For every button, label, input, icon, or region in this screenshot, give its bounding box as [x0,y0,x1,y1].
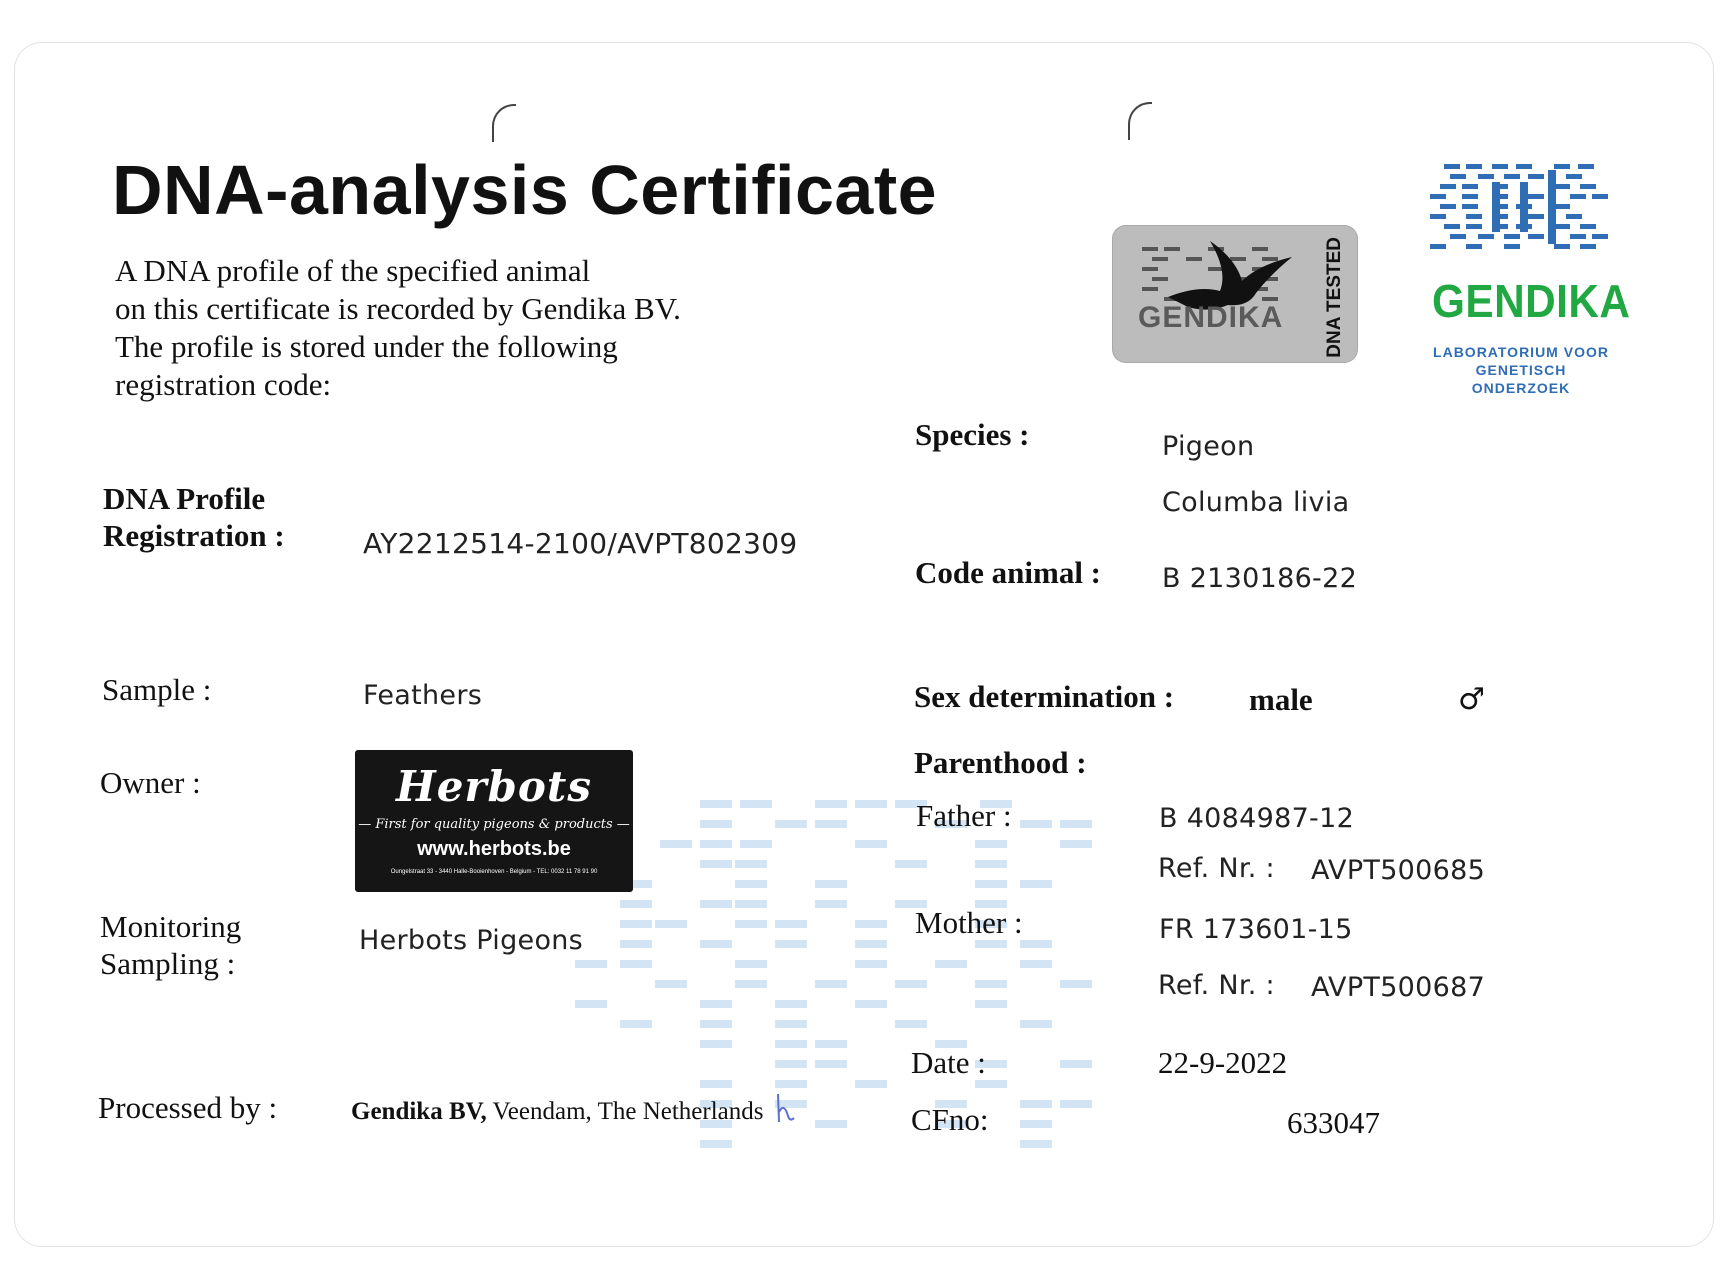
dna-profile-label-line1: DNA Profile [103,481,266,516]
intro-line: on this certificate is recorded by Gendika BV. [115,291,681,326]
parenthood-label: Parenthood : [914,745,1087,780]
gendika-logo-mark [1430,160,1620,270]
intro-line: The profile is stored under the following [115,329,618,364]
processed-by-value [351,1098,764,1126]
sticker-brand: GENDIKA [1138,301,1284,334]
pen-mark-icon [774,1092,798,1126]
dna-profile-value: AY2212514-2100/AVPT802309 [363,527,798,560]
cfno-value: 633047 [1287,1105,1380,1140]
father-value: B 4084987-12 [1159,803,1355,834]
dna-tested-sticker [1112,225,1358,363]
species-latin-value: Columba livia [1162,487,1350,518]
sticker-dna-tested: DNA TESTED [1324,237,1345,358]
monitoring-label [100,908,241,982]
gendika-logo-subtitle [1432,343,1610,397]
intro-line: registration code: [115,367,332,402]
monitoring-label-line2: Sampling : [100,946,236,981]
father-ref-label: Ref. Nr. : [1158,853,1275,884]
owner-logo-url: www.herbots.be [417,838,571,860]
father-ref-value: AVPT500685 [1311,855,1486,886]
sample-label: Sample : [102,672,212,707]
gendika-subtitle-line1: LABORATORIUM VOOR [1433,344,1609,360]
owner-logo-tagline: — First for quality pigeons & products — [358,817,630,832]
sex-value: male [1249,682,1313,717]
intro-line: A DNA profile of the specified animal [115,253,591,288]
monitoring-value: Herbots Pigeons [359,925,584,956]
processed-place: Veendam, The Netherlands [486,1098,764,1125]
gendika-logo-name: GENDIKA [1432,275,1631,327]
mother-ref-label: Ref. Nr. : [1158,970,1275,1001]
date-label: Date : [911,1045,986,1080]
owner-logo [355,750,633,892]
processed-by-label: Processed by : [98,1090,278,1125]
code-animal-label: Code animal : [915,555,1101,590]
intro-text [115,252,835,404]
species-common-value: Pigeon [1162,431,1255,462]
date-value: 22-9-2022 [1158,1045,1288,1080]
male-symbol-icon: ♂ [1458,682,1485,717]
code-animal-value: B 2130186-22 [1162,563,1358,594]
dna-profile-label-line2: Registration : [103,518,285,553]
processed-company: Gendika BV, [351,1098,487,1125]
dna-profile-label [103,480,285,554]
owner-label: Owner : [100,765,201,800]
gendika-subtitle-line2: GENETISCH ONDERZOEK [1471,362,1571,396]
owner-logo-address: Oungelstraat 33 - 3440 Halle-Booienhoven - Belgium - TEL: 0032 11 78 91 90 [390,869,598,875]
sample-value: Feathers [363,680,483,711]
father-label: Father : [916,798,1012,833]
mother-label: Mother : [915,905,1023,940]
owner-logo-name: Herbots [396,762,592,811]
monitoring-label-line1: Monitoring [100,909,242,944]
certificate-title: DNA-analysis Certificate [112,151,938,229]
sex-determination-label: Sex determination : [914,679,1175,714]
species-label: Species : [915,417,1030,452]
mother-value: FR 173601-15 [1159,914,1353,945]
mother-ref-value: AVPT500687 [1311,972,1486,1003]
cfno-label: CFno: [911,1102,989,1137]
